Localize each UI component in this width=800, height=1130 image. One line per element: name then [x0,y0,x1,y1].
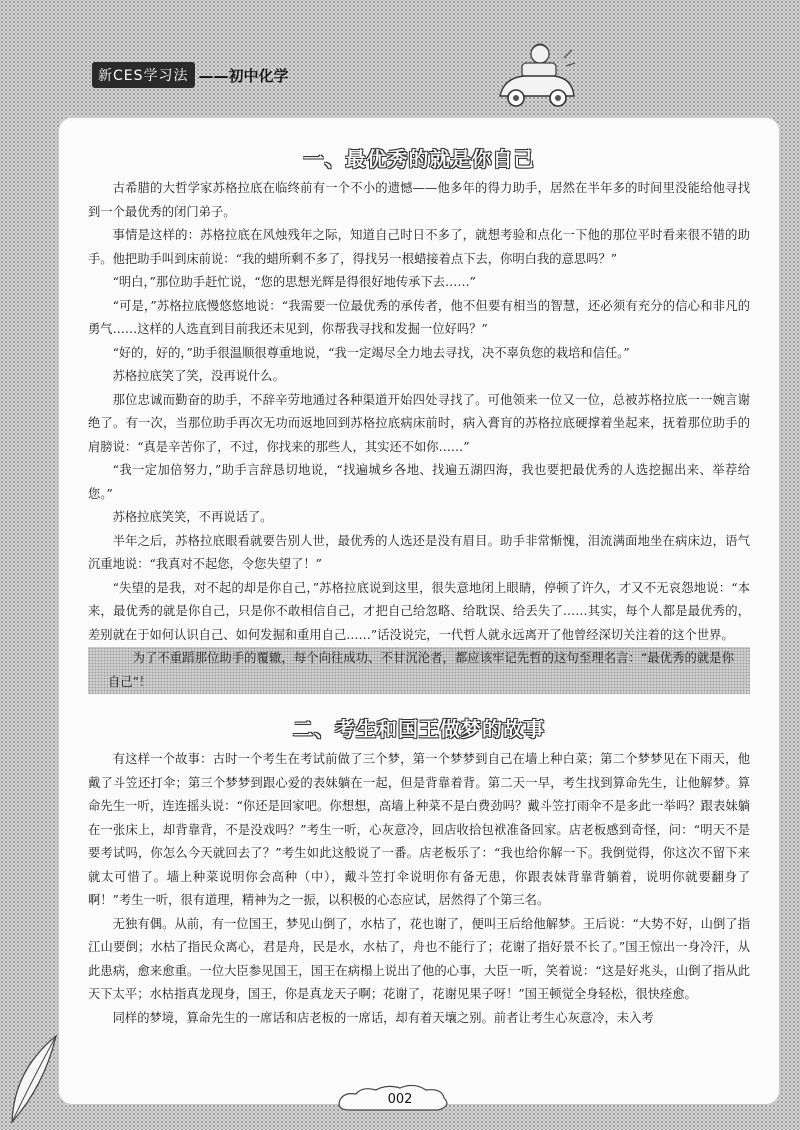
paragraph: “我一定加倍努力，”助手言辞恳切地说，“找遍城乡各地、找遍五湖四海，我也要把最优秀的人选挖掘出来、举荐给您。” [88,463,750,501]
section-title-1: 一、最优秀的就是你自己 [303,147,535,171]
section-2-body [88,748,750,1030]
series-tag: 新CES学习法 [92,62,195,88]
paragraph: 有这样一个故事：古时一个考生在考试前做了三个梦，第一个梦梦到自己在墙上种白菜；第二个梦梦见在下雨天，他戴了斗笠还打伞；第三个梦梦到跟心爱的表妹躺在一起，但是背靠着背。第二天一早，考生找到算命先生，让他解梦。算命先生一听，连连摇头说：“你还是回家吧。你想想，高墙上种菜不是白费劲吗？戴斗笠打雨伞不是多此一举吗？跟表妹躺在一张床上，却背靠背，不是没戏吗？”考生一听，心灰意冷，回店收拾包袱准备回家。店老板感到奇怪，问：“明天不是要考试吗，你怎么今天就回去了？”考生如此这般说了一番。店老板乐了：“我也给你解一下。我倒觉得，你这次不留下来就太可惜了。墙上种菜说明你会高种（中），戴斗笠打伞说明你有备无患，你跟表妹背靠背躺着，说明你就要翻身了啊！”考生一听，很有道理，精神为之一振，以积极的心态应试，居然得了个第三名。 [88,752,750,907]
paragraph: “可是，”苏格拉底慢悠悠地说：“我需要一位最优秀的承传者，他不但要有相当的智慧，还必须有充分的信心和非凡的勇气……这样的人选直到目前我还未见到，你帮我寻找和发掘一位好吗？” [88,298,750,336]
paragraph: 苏格拉底笑笑，不再说话了。 [112,510,273,524]
paragraph: 同样的梦境，算命先生的一席话和店老板的一席话，却有着天壤之别。前者让考生心灰意冷，未入考 [112,1010,654,1025]
section-1-body [88,177,750,694]
paragraph: “明白，”那位助手赶忙说，“您的思想光辉是得很好地传承下去……” [112,275,476,289]
subject-label: ——初中化学 [198,66,289,85]
paragraph: 古希腊的大哲学家苏格拉底在临终前有一个不小的遗憾——他多年的得力助手，居然在半年多的时间里没能给他寻找到一个最优秀的闭门弟子。 [88,181,750,219]
paragraph: 苏格拉底笑了笑，没再说什么。 [112,369,285,383]
closing-highlight: 为了不重蹈那位助手的覆辙，每个向往成功、不甘沉沦者，都应该牢记先哲的这句至理名言：“最优秀的就是你自己”！ [88,647,750,694]
paragraph: “失望的是我，对不起的却是你自己，”苏格拉底说到这里，很失意地闭上眼睛，停顿了许久，才又不无哀怨地说：“本来，最优秀的就是你自己，只是你不敢相信自己，才把自己给忽略、给耽误、给丢失了……其实，每个人都是最优秀的，差别就在于如何认识自己、如何发掘和重用自己……”话没说完，一代哲人就永远离开了他曾经深切关注着的这个世界。 [88,580,750,642]
leaf-decoration-icon [4,1030,64,1125]
paragraph: “好的，好的，”助手很温顺很尊重地说，“我一定竭尽全力地去寻找，决不辜负您的栽培和信任。” [112,345,630,360]
paragraph: 半年之后，苏格拉底眼看就要告别人世，最优秀的人选还是没有眉目。助手非常惭愧，泪流满面地坐在病床边，语气沉重地说：“我真对不起您，令您失望了！” [88,533,750,571]
paragraph: 无独有偶。从前，有一位国王，梦见山倒了，水枯了，花也谢了，便叫王后给他解梦。王后说：“大势不好，山倒了指江山要倒；水枯了指民众离心，君是舟，民是水，水枯了，舟也不能行了；花谢了指好景不长了。”国王惊出一身冷汗，从此患病，愈来愈重。一位大臣参见国王，国王在病榻上说出了他的心事，大臣一听，笑着说：“这是好兆头，山倒了指从此天下太平；水枯指真龙现身，国王，你是真龙天子啊；花谢了，花谢见果子呀！”国王顿觉全身轻松，很快痊愈。 [88,916,750,1001]
paragraph: 那位忠诚而勤奋的助手，不辞辛劳地通过各种渠道开始四处寻找了。可他领来一位又一位，总被苏格拉底一一婉言谢绝了。有一次，当那位助手再次无功而返地回到苏格拉底病床前时，病入膏肓的苏格拉底硬撑着坐起来，抚着那位助手的肩膀说：“真是辛苦你了，不过，你找来的那些人，其实还不如你……” [88,392,750,454]
section-title-2: 二、考生和国王做梦的故事 [293,717,545,741]
paragraph: 事情是这样的：苏格拉底在风烛残年之际，知道自己时日不多了，就想考验和点化一下他的那位平时看来很不错的助手。他把助手叫到床前说：“我的蜡所剩不多了，得找另一根蜡接着点下去，你明白我的意思吗？” [88,228,750,266]
car-illustration-icon [496,36,576,112]
series-header [92,60,337,90]
page-number: 002 [387,1092,413,1107]
